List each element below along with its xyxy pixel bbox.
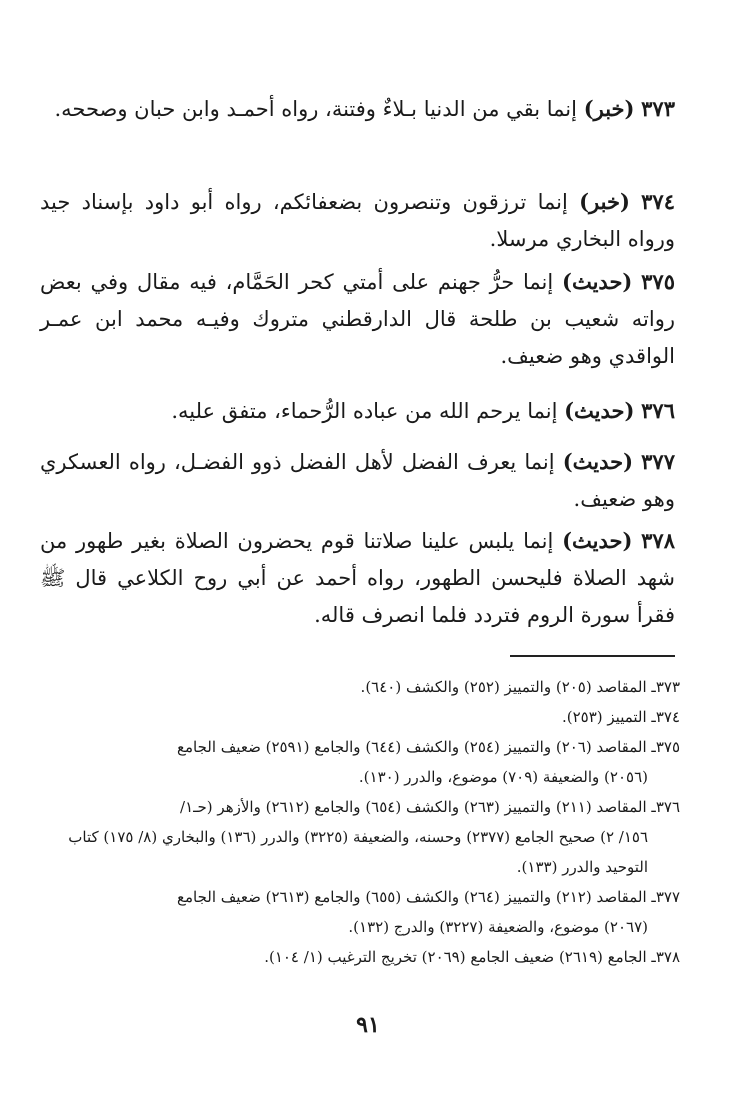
entry-text: إنما يلبس علينا صلاتنا قوم يحضرون الصلاة بغير طهور من شهد الصلاة فليحسن الطهور، رواه أحمد عن أبي روح الكلاعي قال ﷺ فقرأ سورة الروم فتردد فلما انصرف قاله. xyxy=(40,529,675,627)
footnote-line: ٣٧٣ـ المقاصد (٢٠٥) والتمييز (٢٥٢) والكشف (٦٤٠). xyxy=(360,678,680,696)
entry-number: ٣٧٧ xyxy=(641,449,675,474)
entry-text: إنما يعرف الفضل لأهل الفضل ذوو الفضـل، رواه العسكري وهو ضعيف. xyxy=(40,450,675,511)
entry-text: إنما بقي من الدنيا بـلاءٌ وفتنة، رواه أحمـد وابن حبان وصححه. xyxy=(54,97,577,121)
entry-number: ٣٧٨ xyxy=(641,528,675,553)
footnote-374 xyxy=(40,702,680,732)
footnote-separator xyxy=(510,655,675,657)
hadith-entry-378 xyxy=(40,522,675,634)
entry-tag: (حديث) xyxy=(562,269,633,294)
entry-number: ٣٧٣ xyxy=(641,96,675,121)
hadith-entry-375 xyxy=(40,263,675,375)
entry-tag: (خبر) xyxy=(583,96,635,121)
footnote-373 xyxy=(40,672,680,702)
entry-text: إنما حرُّ جهنم على أمتي كحر الحَمَّام، فيه مقال وفي بعض رواته شعيب بن طلحة قال الدارقطني متروك وفيـه محمد ابن عمـر الواقدي وهو ضعيف. xyxy=(40,270,675,368)
entry-number: ٣٧٦ xyxy=(641,398,675,423)
hadith-entry-373 xyxy=(40,90,675,128)
footnote-continuation: (٢٠٥٦) والضعيفة (٧٠٩) موضوع، والدرر (١٣٠). xyxy=(358,768,648,786)
footnote-line: ٣٧٥ـ المقاصد (٢٠٦) والتمييز (٢٥٤) والكشف (٦٤٤) والجامع (٢٥٩١) ضعيف الجامع xyxy=(177,738,680,756)
hadith-entry-377 xyxy=(40,443,675,518)
footnote-continuation: ١٥٦/ ٢) صحيح الجامع (٢٣٧٧) وحسنه، والضعيفة (٣٢٢٥) والدرر (١٣٦) والبخاري (٨/ ١٧٥) كتاب التوحيد والدرر (١٣٣). xyxy=(68,828,648,876)
footnote-378 xyxy=(40,942,680,972)
entry-text: إنما يرحم الله من عباده الرُّحماء، متفق عليه. xyxy=(171,399,558,423)
footnote-375 xyxy=(40,732,680,792)
entry-number: ٣٧٥ xyxy=(641,269,675,294)
entry-tag: (حديث) xyxy=(562,528,633,553)
footnote-377 xyxy=(40,882,680,942)
entry-tag: (خبر) xyxy=(579,189,630,214)
hadith-entry-376 xyxy=(40,392,675,430)
entry-text: إنما ترزقون وتنصرون بضعفائكم، رواه أبو داود بإسناد جيد ورواه البخاري مرسلا. xyxy=(40,190,675,251)
hadith-entry-374 xyxy=(40,183,675,258)
footnote-376 xyxy=(40,792,680,882)
entry-tag: (حديث) xyxy=(562,449,634,474)
footnote-line: ٣٧٧ـ المقاصد (٢١٢) والتمييز (٢٦٤) والكشف (٦٥٥) والجامع (٢٦١٣) ضعيف الجامع xyxy=(177,888,680,906)
footnotes xyxy=(40,672,680,972)
page-number: ٩١ xyxy=(356,1012,380,1038)
footnote-continuation: (٢٠٦٧) موضوع، والضعيفة (٣٢٢٧) والدرج (١٣٢). xyxy=(348,918,648,936)
footnote-line: ٣٧٨ـ الجامع (٢٦١٩) ضعيف الجامع (٢٠٦٩) تخريج الترغيب (١/ ١٠٤). xyxy=(264,948,680,966)
footnote-line: ٣٧٦ـ المقاصد (٢١١) والتمييز (٢٦٣) والكشف (٦٥٤) والجامع (٢٦١٢) والأزهر (حـ١/ xyxy=(180,798,680,816)
entry-tag: (حديث) xyxy=(564,398,635,423)
entry-number: ٣٧٤ xyxy=(641,189,675,214)
footnote-line: ٣٧٤ـ التمييز (٢٥٣). xyxy=(561,708,680,726)
